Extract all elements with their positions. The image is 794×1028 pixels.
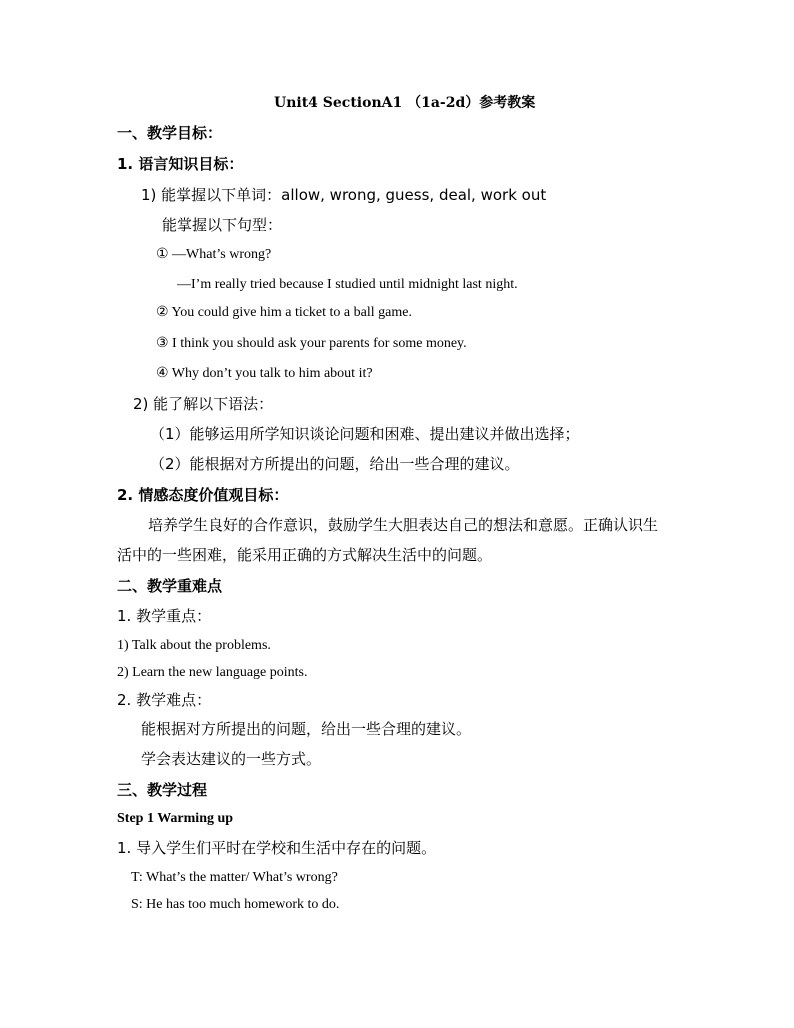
key-point-2: 2) Learn the new language points. bbox=[117, 665, 308, 680]
difficult-point-2: 学会表达建议的一些方式。 bbox=[141, 750, 322, 768]
grammar-point-2: （2）能根据对方所提出的问题，给出一些合理的建议。 bbox=[150, 455, 520, 473]
key-point-1: 1) Talk about the problems. bbox=[117, 638, 271, 653]
sentence-pattern-4: ④ Why don’t you talk to him about it? bbox=[156, 366, 373, 381]
subheading-key-points: 1. 教学重点： bbox=[117, 607, 212, 625]
emotional-paragraph-line-1: 培养学生良好的合作意识，鼓励学生大胆表达自己的想法和意愿。正确认识生 bbox=[148, 516, 659, 534]
sentence-pattern-2: ② You could give him a ticket to a ball game. bbox=[156, 305, 412, 320]
dialogue-student-line: S: He has too much homework to do. bbox=[131, 897, 340, 912]
subheading-language-knowledge: 1. 语言知识目标： bbox=[117, 155, 244, 173]
objective-grammar-label: 2) 能了解以下语法： bbox=[133, 395, 274, 413]
step-1-item-1: 1. 导入学生们平时在学校和生活中存在的问题。 bbox=[117, 839, 437, 857]
heading-teaching-process: 三、教学过程 bbox=[117, 781, 208, 799]
emotional-paragraph-line-2: 活中的一些困难，能采用正确的方式解决生活中的问题。 bbox=[117, 546, 493, 564]
subheading-difficult-points: 2. 教学难点： bbox=[117, 691, 212, 709]
sentence-pattern-3: ③ I think you should ask your parents for some money. bbox=[156, 336, 467, 351]
sentence-pattern-1-answer: —I’m really tried because I studied until midnight last night. bbox=[177, 277, 518, 292]
document-title: Unit4 SectionA1 （1a-2d）参考教案 bbox=[274, 95, 536, 111]
objective-vocabulary: 1) 能掌握以下单词：allow, wrong, guess, deal, work out bbox=[141, 186, 547, 204]
objective-sentence-patterns-label: 能掌握以下句型： bbox=[162, 216, 283, 234]
sentence-pattern-1: ① —What’s wrong? bbox=[156, 247, 272, 262]
difficult-point-1: 能根据对方所提出的问题，给出一些合理的建议。 bbox=[141, 720, 472, 738]
dialogue-teacher-line: T: What’s the matter/ What’s wrong? bbox=[131, 870, 338, 885]
subheading-emotional-objectives: 2. 情感态度价值观目标： bbox=[117, 486, 289, 504]
heading-key-difficult-points: 二、教学重难点 bbox=[117, 577, 223, 595]
heading-teaching-objectives: 一、教学目标： bbox=[117, 124, 223, 142]
grammar-point-1: （1）能够运用所学知识谈论问题和困难、提出建议并做出选择； bbox=[150, 425, 580, 443]
step-1-heading: Step 1 Warming up bbox=[117, 811, 234, 826]
